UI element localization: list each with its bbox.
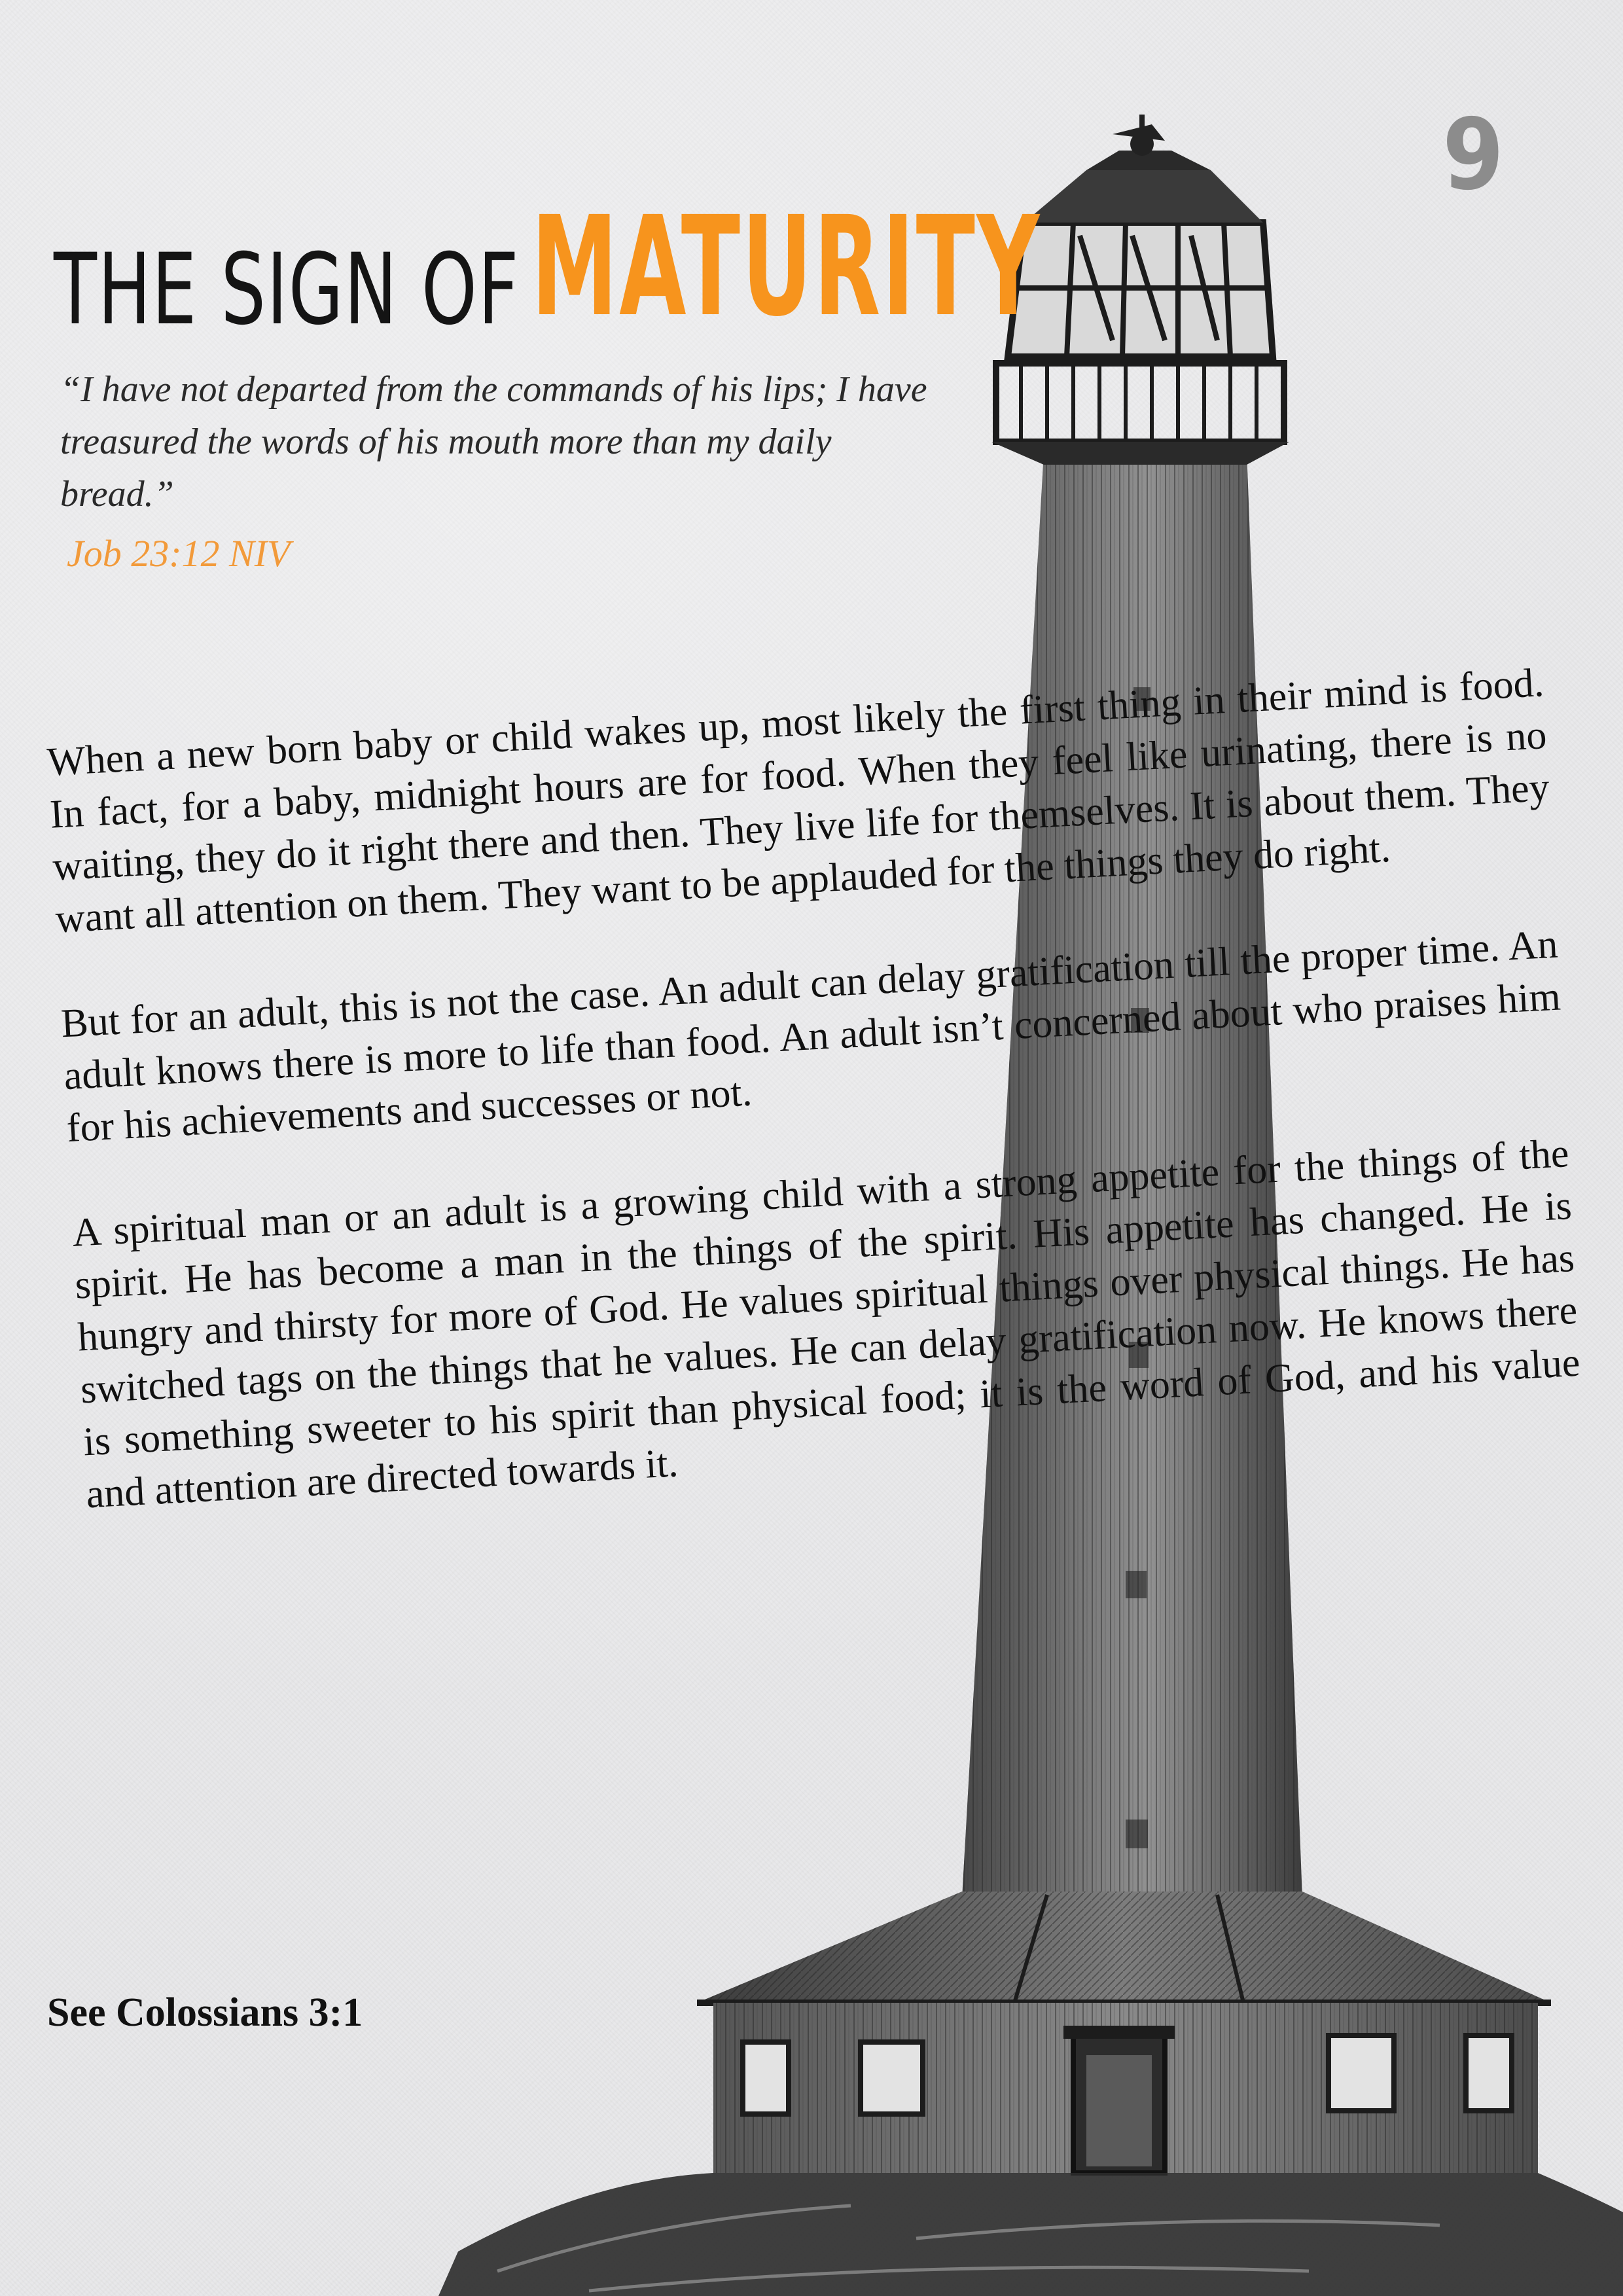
page-number: 9	[1442, 98, 1505, 212]
title-prefix: THE SIGN OF	[54, 233, 520, 347]
body-paragraph: But for an adult, this is not the case. An adult can delay gratification till the proper time. An adult knows there is more to life than food. An adult isn’t concerned about who praises him for his achievements and successes or not.	[60, 922, 1562, 1151]
body-text	[46, 656, 1587, 1573]
title-highlight: MATURITY	[531, 187, 1041, 347]
page-title	[54, 187, 1340, 347]
scripture-quote: “I have not departed from the commands of his lips; I have treasured the words of his mouth more than my daily bread.”	[60, 369, 927, 514]
body-paragraph: When a new born baby or child wakes up, most likely the first thing in their mind is food. In fact, for a baby, midnight hours are for food. When they feel like urinating, there is no waiting, they do it right there and then. They live life for themselves. It is about them. They want all attention on them. They want to be applauded for the things they do right.	[46, 660, 1551, 942]
scripture-reference: Job 23:12 NIV	[67, 532, 291, 575]
body-paragraph: A spiritual man or an adult is a growing child with a strong appetite for the things of the spirit. He has become a man in the things of the spirit. His appetite has changed. He is hungry and thirsty for more of God. He values spiritual things over physical things. He has switched tags on the things that he values. He can delay gratification now. He knows there is something sweeter to his spirit than physical food; it is the word of God, and his value and attention are directed towards it.	[71, 1131, 1582, 1517]
see-also-reference: See Colossians 3:1	[47, 1990, 363, 2035]
